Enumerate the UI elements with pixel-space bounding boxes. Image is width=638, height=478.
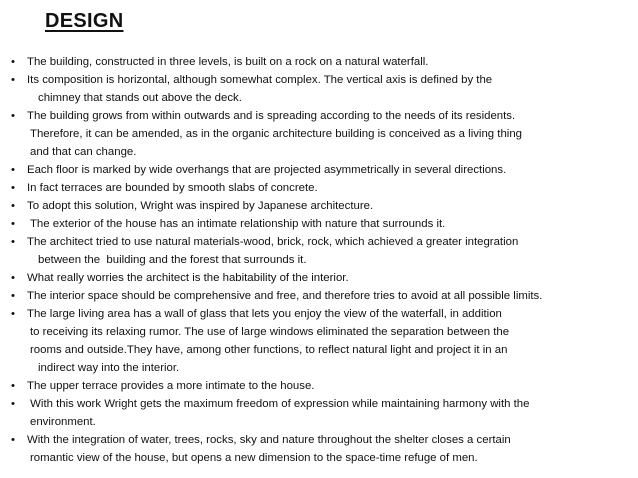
bullet-text: The building grows from within outwards and is spreading according to the needs of its residents. [27, 110, 516, 122]
bullet-item [8, 233, 634, 269]
bullet-text: Its composition is horizontal, although somewhat complex. The vertical axis is defined by the [27, 74, 493, 86]
bullet-icon: • [11, 110, 15, 122]
bullet-item [8, 215, 634, 233]
bullet-item [8, 377, 634, 395]
bullet-icon: • [11, 200, 15, 212]
bullet-item [8, 71, 634, 107]
bullet-text: Each floor is marked by wide overhangs that are projected asymmetrically in several directions. [27, 164, 507, 176]
bullet-icon: • [11, 74, 15, 86]
bullet-item [8, 395, 634, 431]
bullet-item [8, 287, 634, 305]
bullet-text: and that can change. [30, 146, 137, 158]
bullet-icon: • [11, 236, 15, 248]
bullet-text: The large living area has a wall of glass that lets you enjoy the view of the waterfall, in addition [27, 308, 502, 320]
bullet-text: Therefore, it can be amended, as in the organic architecture building is conceived as a living thing [30, 128, 522, 140]
bullet-icon: • [11, 290, 15, 302]
bullet-item [8, 269, 634, 287]
bullet-text: In fact terraces are bounded by smooth slabs of concrete. [27, 182, 318, 194]
bullet-item [8, 161, 634, 179]
bullet-text: indirect way into the interior. [38, 362, 180, 374]
bullet-text: romantic view of the house, but opens a new dimension to the space-time refuge of men. [30, 452, 478, 464]
bullet-icon: • [11, 380, 15, 392]
bullet-list [8, 53, 634, 467]
bullet-text: The building, constructed in three levels, is built on a rock on a natural waterfall. [27, 56, 429, 68]
slide-title: DESIGN [45, 10, 124, 32]
bullet-item [8, 197, 634, 215]
bullet-item [8, 53, 634, 71]
bullet-icon: • [11, 308, 15, 320]
bullet-text: The architect tried to use natural materials-wood, brick, rock, which achieved a greater integration [27, 236, 519, 248]
bullet-icon: • [11, 218, 15, 230]
bullet-text: to receiving its relaxing rumor. The use of large windows eliminated the separation between the [30, 326, 510, 338]
bullet-icon: • [11, 56, 15, 68]
bullet-item [8, 179, 634, 197]
bullet-text: With the integration of water, trees, rocks, sky and nature throughout the shelter closes a certain [27, 434, 511, 446]
bullet-text: chimney that stands out above the deck. [38, 92, 242, 104]
bullet-icon: • [11, 164, 15, 176]
bullet-text: between the building and the forest that surrounds it. [38, 254, 307, 266]
bullet-text: The upper terrace provides a more intimate to the house. [27, 380, 315, 392]
bullet-text: What really worries the architect is the habitability of the interior. [27, 272, 349, 284]
bullet-text: The interior space should be comprehensive and free, and therefore tries to avoid at all possible limits. [27, 290, 543, 302]
bullet-item [8, 107, 634, 161]
bullet-text: The exterior of the house has an intimate relationship with nature that surrounds it. [27, 218, 446, 230]
bullet-icon: • [11, 182, 15, 194]
bullet-text: With this work Wright gets the maximum freedom of expression while maintaining harmony with the [27, 398, 530, 410]
bullet-text: To adopt this solution, Wright was inspired by Japanese architecture. [27, 200, 374, 212]
bullet-text: environment. [30, 416, 96, 428]
bullet-item [8, 305, 634, 377]
bullet-icon: • [11, 398, 15, 410]
bullet-text: rooms and outside.They have, among other functions, to reflect natural light and project it in an [30, 344, 508, 356]
bullet-icon: • [11, 434, 15, 446]
bullet-icon: • [11, 272, 15, 284]
bullet-item [8, 431, 634, 467]
